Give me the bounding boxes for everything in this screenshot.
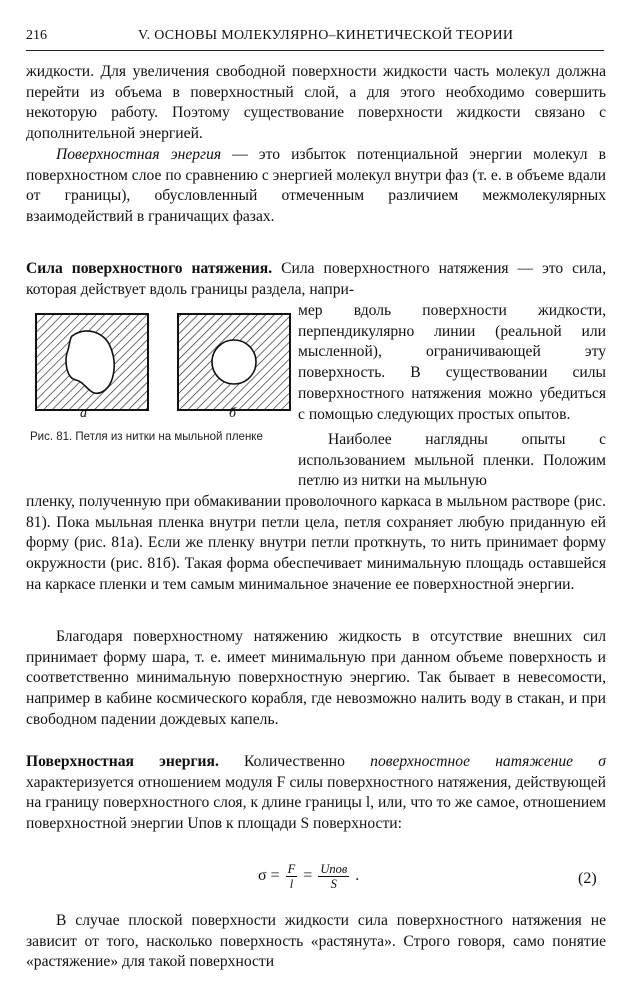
paragraph-1: жидкости. Для увеличения свободной поверхности жидкости часть молекул должна перейти из объема в поверхностный слой, а для этого необходимо совершить некоторую работу. Поэтому существование поверхности жидкости связано с дополнительной энергией.: [26, 63, 606, 143]
wrapped-text-2: Наиболее наглядны опыты с использованием мыльной пленки. Положим петлю из нитки на мыльную: [298, 431, 606, 490]
term-surface-energy: Поверхностная энергия: [56, 146, 222, 163]
formula-2: [0, 858, 624, 900]
formula-body: [258, 862, 359, 891]
figure-label-a: а: [80, 406, 87, 421]
page-number: 216: [26, 28, 47, 43]
term-surface-tension: поверхностное натяжение σ: [370, 753, 606, 770]
paragraph-shape-of-liquid: Благодаря поверхностному натяжению жидкость в отсутствие внешних сил принимает форму шара, т. е. имеет минимальную при данном объеме поверхность и соответственно минимальную поверхностную энергию. Так бывает в невесомости, например в кабине космического корабля, где невозможно налить воду в стакан, и при свободном падении дождевых капель.: [26, 628, 606, 728]
paragraph-continued: пленку, полученную при обмакивании проволочного каркаса в мыльном растворе (рис. 81). Пока мыльная пленка внутри петли цела, петля сохраняет любую приданную ей форму (рис. 81а). Если же пленку внутри петли проткнуть, то нить принимает форму окружности (рис. 81б). Такая форма обеспечивает минимальную площадь оставшейся на каркасе пленки и тем самым минимальное значение ее поверхностной энергии.: [26, 493, 606, 593]
figure-81b-frame: [178, 314, 290, 410]
figure-label-b: б: [229, 406, 237, 421]
fraction-u-over-s: [318, 862, 349, 891]
fraction-1-numerator: F: [287, 862, 296, 876]
section-surface-tension-lead: [26, 259, 606, 300]
fraction-2-denominator: S: [330, 877, 337, 891]
section-lead-text: Сила поверхностного натяжения — это сила, которая действует вдоль границы раздела, напри-: [26, 260, 606, 298]
formula-equals: =: [303, 867, 313, 885]
figure-81a-frame: [36, 314, 148, 410]
wrapped-text-1: мер вдоль поверхности жидкости, перпендикулярно линии (реальной или мысленной), ограничивающей эту поверхность. В существовании силы поверхностного натяжения можно убедиться с помощью следующих простых опытов.: [298, 302, 606, 423]
section-2-text-a: Количественно: [218, 753, 371, 770]
figure-caption: Рис. 81. Петля из нитки на мыльной пленке: [30, 431, 263, 443]
page-header: [26, 28, 604, 51]
fraction-f-over-l: [286, 862, 298, 891]
figure-81: [26, 308, 296, 473]
formula-end: .: [355, 867, 360, 885]
fraction-2-numerator: Uпов: [320, 862, 348, 876]
section-heading-surface-energy: Поверхностная энергия.: [26, 753, 219, 770]
fraction-1-denominator: l: [289, 877, 294, 891]
equation-number: (2): [578, 870, 597, 887]
paragraph-2: [26, 145, 606, 228]
section-heading-surface-tension: Сила поверхностного натяжения.: [26, 260, 273, 277]
running-title: V. ОСНОВЫ МОЛЕКУЛЯРНО–КИНЕТИЧЕСКОЙ ТЕОРИИ: [138, 28, 514, 43]
formula-lhs: σ =: [258, 867, 280, 885]
section-2-text-b: характеризуется отношением модуля F силы поверхностного натяжения, действующей на границу поверхностного слоя, к длине границы l, или, что то же самое, отношением поверхностной энергии Uпов к площади S поверхности:: [26, 773, 606, 833]
section-surface-energy: [26, 752, 606, 835]
paragraph-2-text: — это избыток потенциальной энергии молекул в поверхностном слое по сравнению с энергией молекул внутри фаз (т. е. в объеме вдали от границы), обусловленный отмеченным различием межмолекулярных взаимодействий в граничащих фазах.: [26, 146, 607, 226]
paragraph-last: В случае плоской поверхности жидкости сила поверхностного натяжения не зависит от того, насколько поверхность «растянута». Строго говоря, само понятие «растяжение» для такой поверхности: [26, 912, 606, 971]
loop-circle: [212, 340, 256, 384]
